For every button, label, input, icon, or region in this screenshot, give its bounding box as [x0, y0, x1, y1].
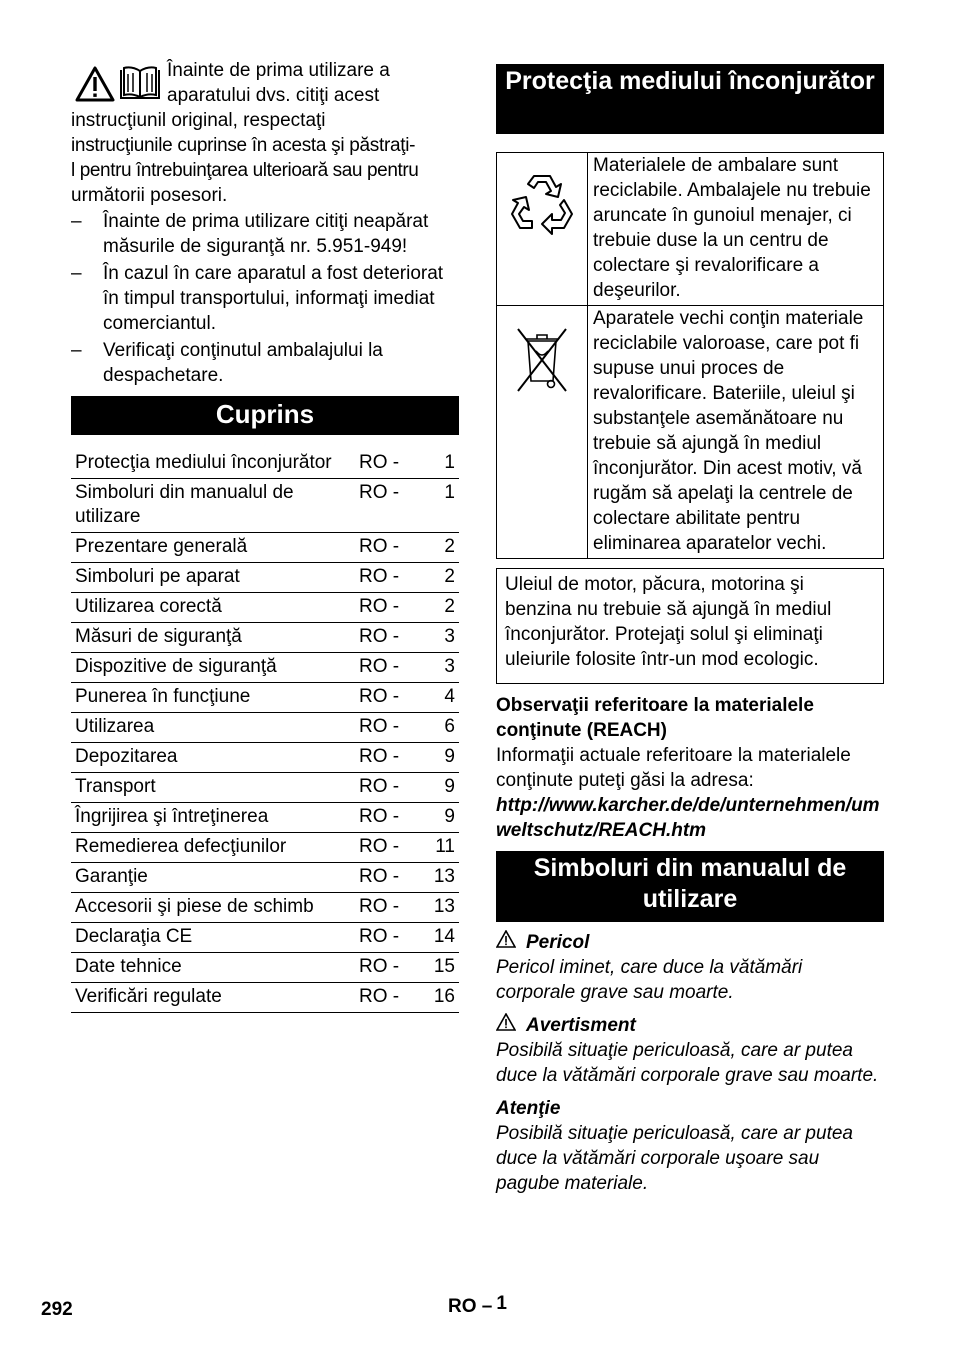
- toc-title: Remedierea defecţiunilor: [71, 833, 359, 863]
- bullet-item: [71, 261, 459, 336]
- cuprins-heading: Cuprins: [71, 396, 459, 435]
- toc-title: Măsuri de siguranţă: [71, 623, 359, 653]
- toc-row[interactable]: [71, 953, 459, 983]
- table-of-contents: [71, 449, 459, 1013]
- warning-heading: [496, 1013, 884, 1038]
- bullet-dash: –: [71, 263, 82, 284]
- bullet-dash: –: [71, 211, 82, 232]
- toc-title: Simboluri din manualul de utilizare: [71, 479, 359, 533]
- page-index: 1: [496, 1293, 507, 1314]
- warning-triangle-icon: [496, 930, 526, 955]
- toc-title: Punerea în funcţiune: [71, 683, 359, 713]
- toc-page: 4: [415, 683, 459, 713]
- page-label: RO: [448, 1296, 477, 1317]
- manual-book-icon: [119, 66, 161, 109]
- toc-ref: RO -: [359, 713, 415, 743]
- toc-page: 3: [415, 623, 459, 653]
- toc-page: 2: [415, 593, 459, 623]
- toc-page: 13: [415, 893, 459, 923]
- toc-ref: RO -: [359, 593, 415, 623]
- reach-link[interactable]: http://www.karcher.de/de/unternehmen/umweltschutz/REACH.htm: [496, 795, 880, 841]
- toc-page: 14: [415, 923, 459, 953]
- toc-page: 9: [415, 743, 459, 773]
- environment-heading: Protecţia mediului înconjurător: [496, 64, 884, 134]
- toc-ref: RO -: [359, 923, 415, 953]
- toc-row[interactable]: [71, 563, 459, 593]
- intro-line: instrucţiunile cuprinse în acesta şi păstraţi-: [71, 135, 416, 156]
- left-column: [71, 58, 459, 1013]
- page-separator: –: [481, 1296, 493, 1317]
- toc-title: Declaraţia CE: [71, 923, 359, 953]
- toc-page: 9: [415, 773, 459, 803]
- bullet-text: Verificaţi conţinutul ambalajului la despachetare.: [103, 340, 383, 386]
- toc-page: 1: [415, 479, 459, 533]
- weee-row: [497, 306, 884, 559]
- toc-ref: RO -: [359, 623, 415, 653]
- intro-line: instrucţiunil original, respectaţi: [71, 110, 326, 131]
- toc-row[interactable]: [71, 713, 459, 743]
- toc-ref: RO -: [359, 563, 415, 593]
- symbols-heading: Simboluri din manualul de utilizare: [496, 851, 884, 922]
- toc-page: 6: [415, 713, 459, 743]
- caution-heading: Atenţie: [496, 1098, 561, 1119]
- toc-page: 2: [415, 533, 459, 563]
- bullet-text: Înainte de prima utilizare citiţi neapărat măsurile de siguranţă nr. 5.951-949!: [103, 211, 429, 257]
- toc-row[interactable]: [71, 683, 459, 713]
- toc-title: Simboluri pe aparat: [71, 563, 359, 593]
- toc-ref: RO -: [359, 449, 415, 479]
- toc-page: 11: [415, 833, 459, 863]
- toc-ref: RO -: [359, 533, 415, 563]
- toc-ref: RO -: [359, 893, 415, 923]
- toc-ref: RO -: [359, 683, 415, 713]
- toc-page: 16: [415, 983, 459, 1013]
- bullet-dash: –: [71, 340, 82, 361]
- danger-label: Pericol: [526, 932, 590, 953]
- caution-text: Posibilă situaţie periculoasă, care ar putea duce la vătămări corporale uşoare sau pagube materiale.: [496, 1123, 853, 1194]
- toc-ref: RO -: [359, 743, 415, 773]
- toc-ref: RO -: [359, 479, 415, 533]
- intro-line: Înainte de prima utilizare a: [167, 60, 390, 81]
- intro-line: l pentru întrebuinţarea ulterioară sau pentru: [71, 160, 419, 181]
- toc-page: 2: [415, 563, 459, 593]
- toc-row[interactable]: [71, 743, 459, 773]
- toc-row[interactable]: [71, 833, 459, 863]
- toc-row[interactable]: [71, 533, 459, 563]
- toc-row[interactable]: [71, 479, 459, 533]
- toc-row[interactable]: [71, 983, 459, 1013]
- toc-ref: RO -: [359, 983, 415, 1013]
- toc-ref: RO -: [359, 863, 415, 893]
- toc-row[interactable]: [71, 623, 459, 653]
- intro-line: aparatului dvs. citiţi acest: [167, 85, 380, 106]
- toc-row[interactable]: [71, 593, 459, 623]
- toc-page: 9: [415, 803, 459, 833]
- recycle-icon-cell: [497, 153, 588, 306]
- toc-title: Depozitarea: [71, 743, 359, 773]
- toc-page: 3: [415, 653, 459, 683]
- oil-note-box: Uleiul de motor, păcura, motorina şi benzina nu trebuie să ajungă în mediul înconjurător. Protejaţi solul şi eliminaţi uleiurile folosite într-un mod ecologic.: [496, 568, 884, 684]
- toc-page: 13: [415, 863, 459, 893]
- toc-title: Accesorii şi piese de schimb: [71, 893, 359, 923]
- toc-ref: RO -: [359, 953, 415, 983]
- toc-row[interactable]: [71, 923, 459, 953]
- intro-bullet-list: [71, 209, 459, 388]
- toc-title: Date tehnice: [71, 953, 359, 983]
- toc-ref: RO -: [359, 653, 415, 683]
- intro-icons: [75, 66, 161, 109]
- environment-table: [496, 152, 884, 559]
- reach-text: Informaţii actuale referitoare la materialele conţinute puteţi găsi la adresa:: [496, 745, 851, 791]
- toc-title: Garanţie: [71, 863, 359, 893]
- toc-title: Transport: [71, 773, 359, 803]
- toc-title: Prezentare generală: [71, 533, 359, 563]
- recycle-text: Materialele de ambalare sunt reciclabile. Ambalajele nu trebuie aruncate în gunoiul menajer, ci trebuie duse la un centru de colectare şi revalorificare a deşeurilor.: [588, 153, 884, 306]
- toc-title: Protecţia mediului înconjurător: [71, 449, 359, 479]
- danger-heading: [496, 930, 884, 955]
- weee-text: Aparatele vechi conţin materiale reciclabile valoroase, care pot fi supuse unui proces de revalorificare. Bateriile, uleiul şi substanţele asemănătoare nu trebuie să ajungă în mediul înconjurător. Din acest motiv, vă rugăm să apelaţi la centrele de colectare abilitate pentru eliminarea aparatelor vechi.: [588, 306, 884, 559]
- reach-heading: Observaţii referitoare la materialele conţinute (REACH): [496, 695, 814, 741]
- warning-label: Avertisment: [526, 1015, 636, 1036]
- toc-ref: RO -: [359, 833, 415, 863]
- intro-line: următorii posesori.: [71, 185, 228, 206]
- toc-row[interactable]: [71, 449, 459, 479]
- warning-triangle-icon: [75, 66, 115, 109]
- page-indicator: [448, 1294, 507, 1319]
- toc-ref: RO -: [359, 803, 415, 833]
- bullet-item: [71, 209, 459, 259]
- toc-title: Verificări regulate: [71, 983, 359, 1013]
- danger-text: Pericol iminet, care duce la vătămări corporale grave sau moarte.: [496, 957, 803, 1003]
- weee-icon-cell: [497, 306, 588, 559]
- recycle-row: [497, 153, 884, 306]
- toc-title: Utilizarea: [71, 713, 359, 743]
- toc-title: Utilizarea corectă: [71, 593, 359, 623]
- right-column: [496, 64, 884, 1196]
- toc-row[interactable]: [71, 773, 459, 803]
- bullet-text: În cazul în care aparatul a fost deteriorat în timpul transportului, informaţi imediat comerciantul.: [103, 263, 444, 334]
- toc-row[interactable]: [71, 803, 459, 833]
- warning-text: Posibilă situaţie periculoasă, care ar putea duce la vătămări corporale grave sau moarte.: [496, 1040, 879, 1086]
- warning-triangle-icon: [496, 1013, 526, 1038]
- toc-row[interactable]: [71, 893, 459, 923]
- crossed-bin-icon: [512, 381, 572, 402]
- intro-block: [71, 58, 459, 388]
- toc-page: 15: [415, 953, 459, 983]
- toc-row[interactable]: [71, 863, 459, 893]
- toc-title: Dispozitive de siguranţă: [71, 653, 359, 683]
- recycle-icon: [504, 226, 580, 247]
- page-number: 292: [41, 1299, 73, 1320]
- toc-title: Îngrijirea şi întreţinerea: [71, 803, 359, 833]
- toc-row[interactable]: [71, 653, 459, 683]
- toc-page: 1: [415, 449, 459, 479]
- toc-ref: RO -: [359, 773, 415, 803]
- bullet-item: [71, 338, 459, 388]
